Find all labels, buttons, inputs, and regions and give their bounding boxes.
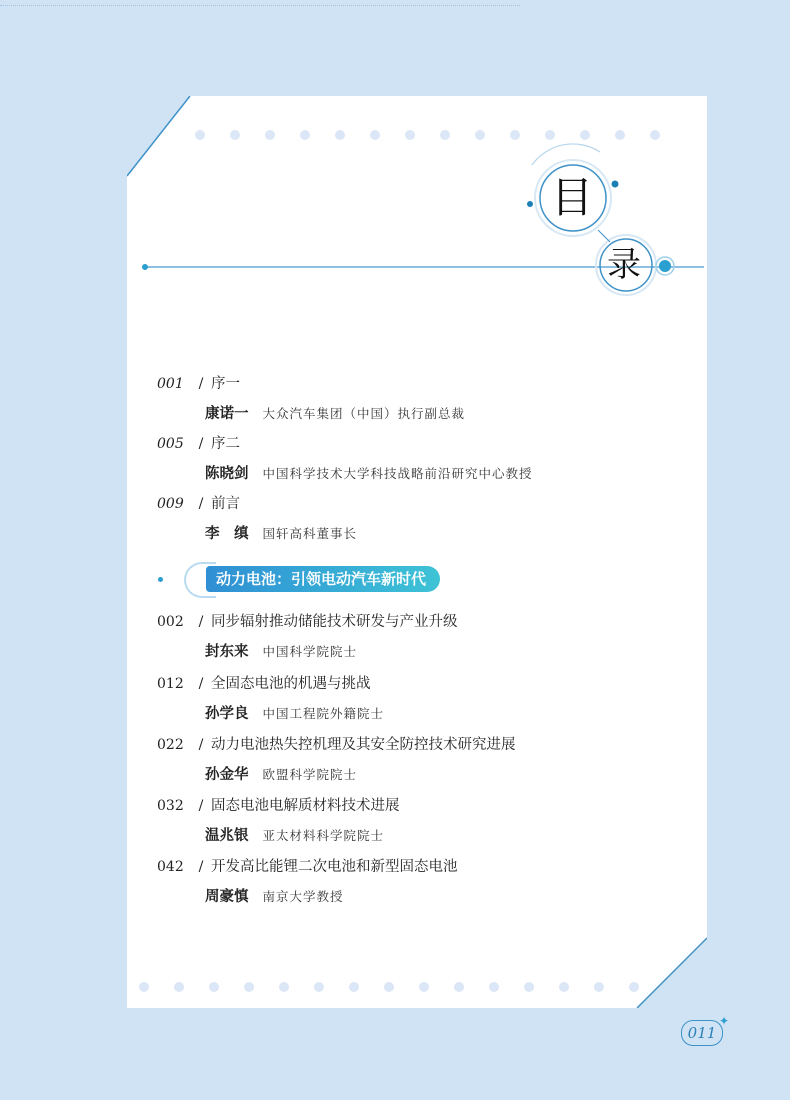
title-decoration	[0, 0, 790, 320]
title-char-mu: 目	[551, 173, 594, 222]
author-name: 孙金华	[205, 766, 249, 783]
author-affiliation: 中国科学院院士	[262, 644, 358, 659]
author-affiliation: 亚太材料科学院院士	[262, 828, 385, 843]
toc-title: 序一	[211, 376, 240, 392]
author-name: 周豪慎	[205, 888, 249, 905]
toc-entry[interactable]	[157, 855, 458, 876]
toc-page: 005	[157, 436, 184, 452]
author-name: 封东来	[205, 643, 249, 660]
author-affiliation: 国轩高科董事长	[262, 526, 358, 541]
author-affiliation: 欧盟科学院院士	[262, 767, 358, 782]
page-number: 011	[681, 1020, 723, 1046]
toc-entry[interactable]	[157, 432, 240, 453]
toc-entry[interactable]	[157, 492, 240, 513]
toc-page: 009	[157, 496, 184, 512]
slash: /	[198, 436, 204, 452]
author-affiliation: 中国科学技术大学科技战略前沿研究中心教授	[262, 466, 533, 481]
toc-author-row	[205, 402, 465, 423]
toc-author-row	[205, 462, 533, 483]
toc-page: 032	[157, 798, 184, 814]
toc-title: 前言	[211, 496, 240, 512]
author-name: 康诺一	[205, 405, 249, 422]
toc-entry[interactable]	[157, 610, 458, 631]
toc-title: 同步辐射推动储能技术研发与产业升级	[211, 614, 458, 630]
toc-page: 022	[157, 737, 184, 753]
author-name: 陈晓剑	[205, 465, 249, 482]
toc-entry[interactable]	[157, 794, 400, 815]
toc-author-row	[205, 824, 384, 845]
title-char-lu: 录	[607, 245, 641, 285]
sparkle-icon: ✦	[719, 1014, 730, 1028]
slash: /	[198, 737, 204, 753]
toc-title: 固态电池电解质材料技术进展	[211, 798, 400, 814]
toc-author-row	[205, 885, 344, 906]
toc-entry[interactable]	[157, 672, 371, 693]
toc-page: 042	[157, 859, 184, 875]
slash: /	[198, 496, 204, 512]
toc-page: 001	[157, 376, 184, 392]
author-affiliation: 南京大学教授	[262, 889, 344, 904]
toc-page: 002	[157, 614, 184, 630]
toc-title: 动力电池热失控机理及其安全防控技术研究进展	[211, 737, 516, 753]
toc-title: 开发高比能锂二次电池和新型固态电池	[211, 859, 458, 875]
bottom-dot-row	[139, 982, 719, 992]
author-affiliation: 大众汽车集团（中国）执行副总裁	[262, 406, 466, 421]
toc-author-row	[205, 702, 384, 723]
toc-title: 序二	[211, 436, 240, 452]
toc-author-row	[205, 522, 357, 543]
slash: /	[198, 676, 204, 692]
slash: /	[198, 614, 204, 630]
toc-title: 全固态电池的机遇与挑战	[211, 676, 371, 692]
slash: /	[198, 798, 204, 814]
toc-author-row	[205, 640, 357, 661]
author-name: 温兆银	[205, 827, 249, 844]
section-dot	[158, 577, 163, 582]
author-name: 孙学良	[205, 705, 249, 722]
toc-page: 012	[157, 676, 184, 692]
toc-author-row	[205, 763, 357, 784]
toc-entry[interactable]	[157, 733, 516, 754]
author-name: 李 缜	[205, 525, 249, 542]
author-affiliation: 中国工程院外籍院士	[262, 706, 385, 721]
section-title: 动力电池：引领电动汽车新时代	[206, 566, 440, 592]
toc-entry[interactable]	[157, 372, 240, 393]
slash: /	[198, 376, 204, 392]
slash: /	[198, 859, 204, 875]
